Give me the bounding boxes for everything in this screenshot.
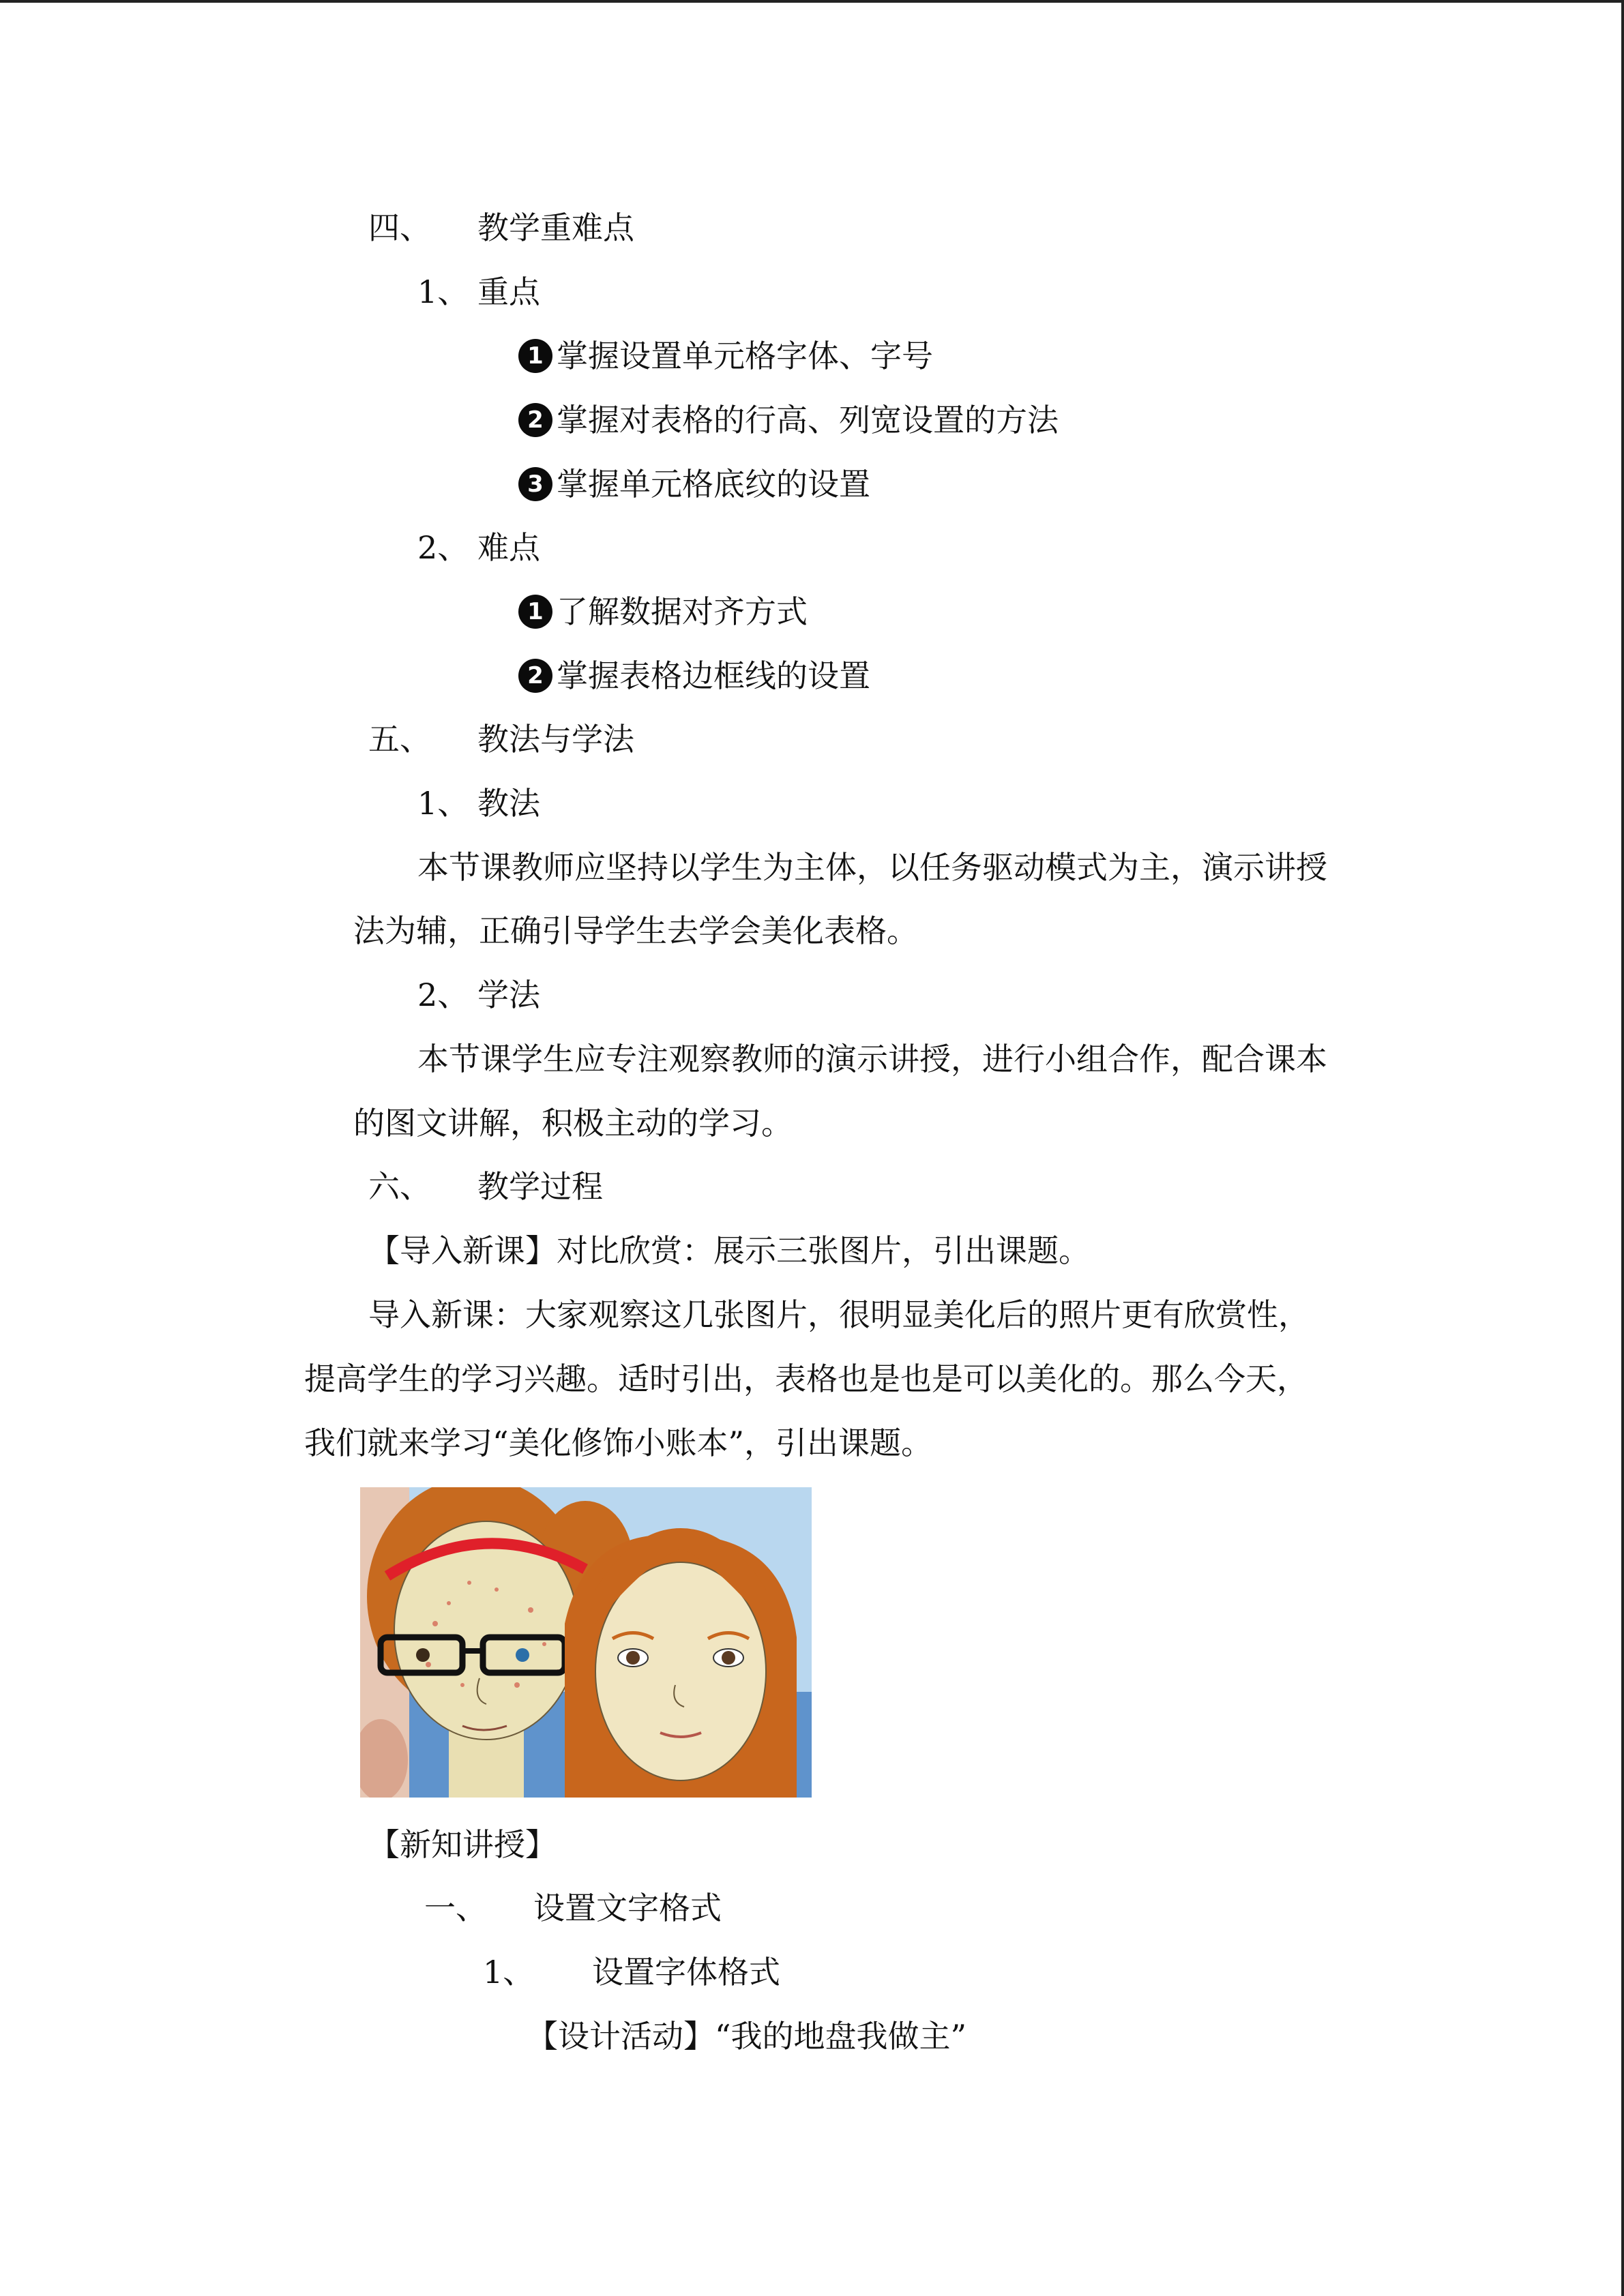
list-item: 2 掌握表格边框线的设置 [518, 655, 870, 696]
paragraph-line: 提高学生的学习兴趣。适时引出，表格也是也是可以美化的。那么今天， [304, 1360, 1308, 1397]
section-heading: 四、 教学重难点 [368, 209, 634, 246]
paragraph-line: 本节课教师应坚持以学生为主体，以任务驱动模式为主，演示讲授 [417, 849, 1327, 886]
paragraph-line: 法为辅，正确引导学生去学会美化表格。 [353, 912, 918, 949]
subheading-key-points: 1、 重点 [417, 273, 540, 310]
number-badge: 1 [518, 595, 552, 629]
new-knowledge-heading: 【新知讲授】 [368, 1826, 557, 1863]
list-item: 2 掌握对表格的行高、列宽设置的方法 [518, 400, 1059, 441]
section-heading: 六、 教学过程 [368, 1168, 603, 1205]
paragraph-line: 本节课学生应专注观察教师的演示讲授，进行小组合作，配合课本 [417, 1041, 1327, 1077]
number-badge: 2 [518, 403, 552, 437]
subsubsection-heading: 1、 设置字体格式 [483, 1954, 780, 1991]
number-badge: 1 [518, 339, 552, 373]
list-item: 1 了解数据对齐方式 [518, 591, 808, 632]
activity-heading: 【设计活动】“我的地盘我做主” [527, 2018, 967, 2055]
subheading-difficult-points: 2、 难点 [417, 529, 540, 566]
page-right-border [1621, 0, 1624, 2296]
section-heading: 五、 教法与学法 [368, 721, 634, 758]
intro-heading: 【导入新课】对比欣赏：展示三张图片，引出课题。 [368, 1232, 1090, 1269]
subheading-learning-method: 2、 学法 [417, 976, 540, 1013]
list-item: 3 掌握单元格底纹的设置 [518, 464, 870, 505]
paragraph-line: 导入新课：大家观察这几张图片，很明显美化后的照片更有欣赏性， [368, 1296, 1310, 1333]
paragraph-line: 我们就来学习“美化修饰小账本”，引出课题。 [304, 1425, 933, 1461]
page-top-border [0, 0, 1624, 3]
paragraph-line: 的图文讲解，积极主动的学习。 [353, 1105, 793, 1142]
subheading-teaching-method: 1、 教法 [417, 785, 540, 822]
number-badge: 2 [518, 659, 552, 693]
list-item: 1 掌握设置单元格字体、字号 [518, 336, 933, 376]
subsection-heading: 一、 设置文字格式 [424, 1890, 722, 1926]
number-badge: 3 [518, 467, 552, 501]
comparison-illustration [360, 1487, 812, 1798]
